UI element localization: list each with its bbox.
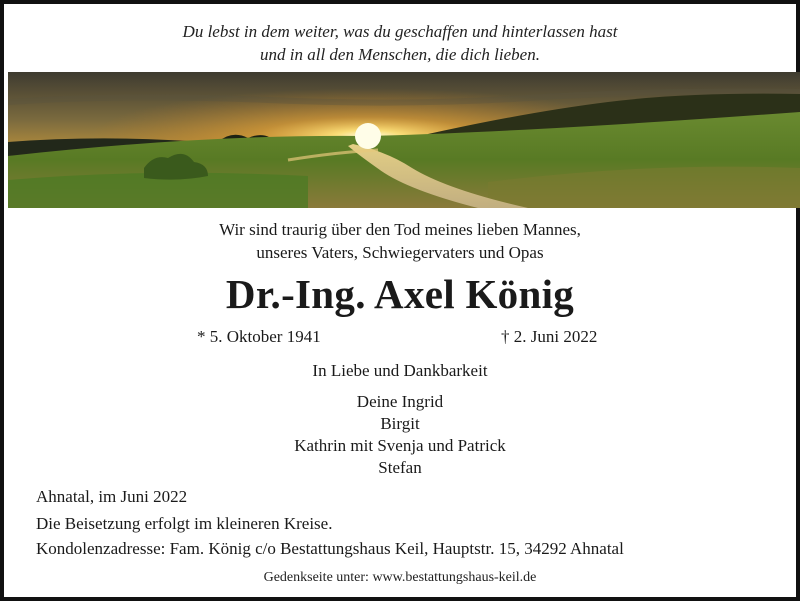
deceased-name: Dr.-Ing. Axel König: [225, 271, 575, 317]
motto-quote: [4, 20, 796, 66]
family-member: Stefan: [378, 458, 422, 477]
family-member: Birgit: [380, 414, 420, 433]
intro-line-1: Wir sind traurig über den Tod meines lieben Mannes,: [219, 220, 581, 239]
intro-text: [4, 218, 796, 264]
death-date: † 2. Juni 2022: [501, 327, 598, 346]
intro-line-2: unseres Vaters, Schwiegervaters und Opas: [256, 243, 544, 262]
family-list: [4, 391, 796, 479]
burial-note: Die Beisetzung erfolgt im kleineren Kreise.: [36, 514, 333, 533]
memorial-page-link: Gedenkseite unter: www.bestattungshaus-keil.de: [263, 570, 537, 585]
closing-phrase: In Liebe und Dankbarkeit: [312, 361, 488, 380]
birth-date: * 5. Oktober 1941: [197, 327, 321, 346]
family-member: Deine Ingrid: [356, 392, 444, 411]
motto-line-1: Du lebst in dem weiter, was du geschaffen und hinterlassen hast: [182, 22, 618, 41]
motto-line-2: und in all den Menschen, die dich lieben.: [260, 45, 540, 64]
family-member: Kathrin mit Svenja und Patrick: [294, 436, 506, 455]
place-and-date: Ahnatal, im Juni 2022: [36, 487, 188, 506]
condolence-address: Kondolenzadresse: Fam. König c/o Bestattungshaus Keil, Hauptstr. 15, 34292 Ahnatal: [36, 539, 624, 558]
sunset-landscape-image: [8, 72, 800, 208]
